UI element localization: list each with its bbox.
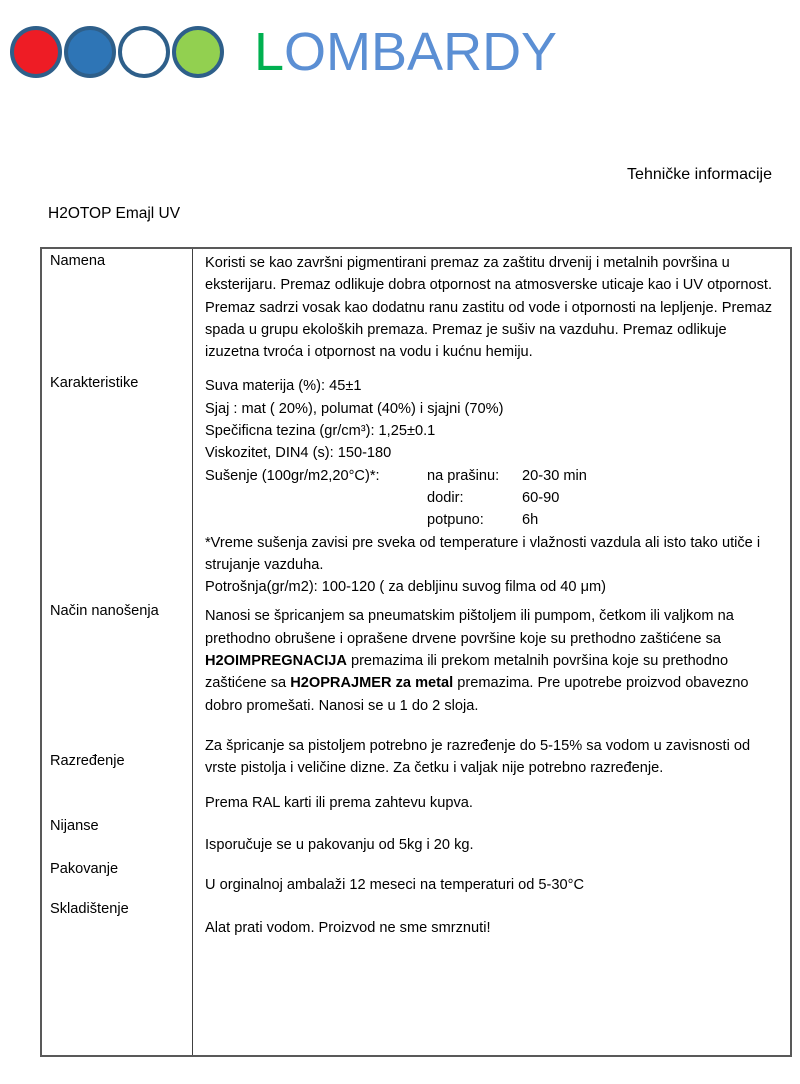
nacin-nanosenja-text: [205, 605, 784, 716]
row-label-karakteristike: Karakteristike: [50, 375, 139, 391]
nanosenje-seg1: Nanosi se špricanjem sa pneumatskim pištoljem ili pumpom, četkom ili valjkom na prethodno obrušene i oprašene drvene površine koje su prethodno zaštićene sa: [205, 608, 734, 647]
susenje-value: 6h: [522, 512, 539, 529]
logo: [6, 22, 557, 82]
skladistenje-text: U orginalnoj ambalaži 12 meseci na temperaturi od 5-30°C: [205, 877, 584, 894]
row-label-skladistenje: Skladištenje: [50, 901, 129, 917]
spec-line-suva-materija: Suva materija (%): 45±1: [205, 378, 362, 395]
row-label-nijanse: Nijanse: [50, 818, 99, 834]
nanosenje-seg2: premazima ili prekom metalnih površina koje su prethodno zaštićene sa: [205, 653, 729, 692]
karakteristike-block: [205, 375, 784, 598]
susenje-row-potpuno: [205, 509, 784, 531]
logo-white-dot-icon: [120, 28, 168, 76]
spec-table: [40, 247, 792, 1057]
logo-green-dot-icon: [174, 28, 222, 76]
susenje-label: Sušenje (100gr/m2,20°C)*:: [205, 467, 380, 484]
logo-blue-dot-icon: [66, 28, 114, 76]
susenje-row-dodir: [205, 487, 784, 509]
logo-dots-icon: [6, 22, 228, 82]
brand-first-letter: L: [254, 22, 285, 82]
nijanse-text: Prema RAL karti ili prema zahtevu kupva.: [205, 794, 473, 811]
doc-type-label: Tehničke informacije: [627, 166, 772, 183]
susenje-label-spacer: [205, 487, 427, 509]
row-label-namena: Namena: [50, 253, 106, 269]
brand-rest-letters: OMBARDY: [284, 22, 558, 82]
susenje-stage: na prašinu:: [427, 467, 500, 484]
susenje-note: *Vreme sušenja zavisi pre sveka od temperature i vlažnosti vazdula ali isto tako utiče i strujanje vazduha.: [205, 534, 761, 573]
brand-name: [254, 22, 557, 82]
spec-line-viskozitet: Viskozitet, DIN4 (s): 150-180: [205, 445, 392, 462]
spec-line-specificna-tezina: Spečificna tezina (gr/cm³): 1,25±0.1: [205, 423, 436, 440]
content-column: [192, 249, 790, 1055]
susenje-label-spacer: [205, 509, 427, 531]
row-label-razredjenje: Razređenje: [50, 753, 125, 769]
nanosenje-product-prajmer: H2OPRAJMER za metal: [290, 675, 454, 692]
label-column: [42, 249, 192, 1055]
nanosenje-seg3: premazima. Pre upotrebe proizvod obavezno dobro promešati. Nanosi se u 1 do 2 sloja.: [205, 675, 749, 714]
namena-text: Koristi se kao završni pigmentirani premaz za zaštitu drvenij i metalnih površina u eksterijaru. Premaz odlikuje dobra otpornost na atmosverske uticaje kao i UV otpornost. Premaz sadrzi vosak kao dodatnu ranu zastitu od vode i otpornosti na lepljenje. Premaz spada u grupu ekoloških premaza. Premaz je sušiv na vazduhu. Premaz odlikuje izuzetna tvroća i otpornost na vodu i kućnu hemiju.: [205, 255, 773, 361]
spec-line-sjaj: Sjaj : mat ( 20%), polumat (40%) i sjajni (70%): [205, 400, 504, 417]
susenje-value: 60-90: [522, 489, 560, 506]
razredjenje-text: Za špricanje sa pistoljem potrebno je razređenje do 5-15% sa vodom u zavisnosti od vrste pistolja i veličine dizne. Za četku i valjak nije potrebno razređenje.: [205, 737, 751, 777]
napomena-text: Alat prati vodom. Proizvod ne sme smrznuti!: [205, 920, 491, 937]
row-label-pakovanje: Pakovanje: [50, 861, 119, 877]
susenje-stage: dodir:: [427, 489, 464, 506]
spec-line-potrosnja: Potrošnja(gr/m2): 100-120 ( za debljinu suvog filma od 40 μm): [205, 579, 607, 596]
susenje-row-prasina: [205, 465, 784, 487]
susenje-value: 20-30 min: [522, 467, 587, 484]
row-label-nacin-nanosenja: Način nanošenja: [50, 603, 159, 619]
logo-red-dot-icon: [12, 28, 60, 76]
nanosenje-product-impregnacija: H2OIMPREGNACIJA: [205, 653, 347, 670]
product-title: H2OTOP Emajl UV: [48, 205, 181, 222]
susenje-stage: potpuno:: [427, 512, 484, 529]
pakovanje-text: Isporučuje se u pakovanju od 5kg i 20 kg.: [205, 836, 474, 853]
